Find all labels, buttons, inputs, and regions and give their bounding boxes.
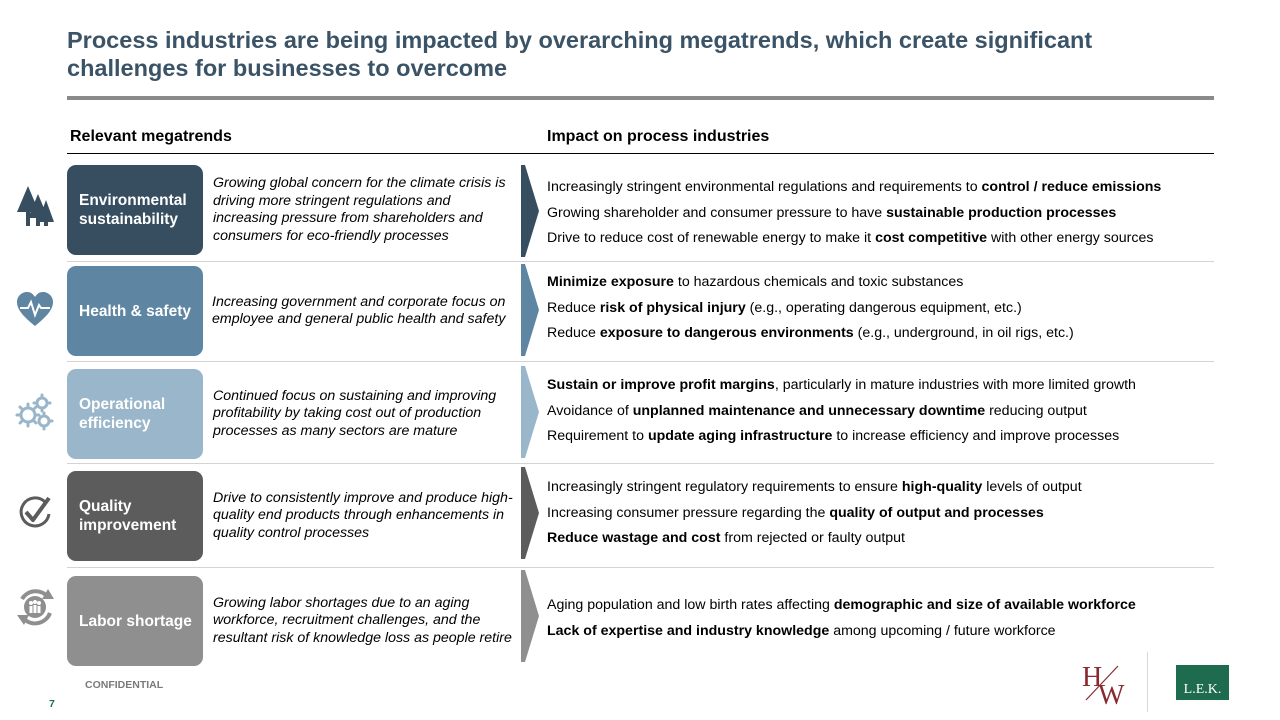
megatrend-label-box: Environmental sustainability [67,165,203,255]
megatrend-description: Continued focus on sustaining and improving profitability by taking cost out of production processes as many sectors are mature [213,387,497,439]
chevron-arrow [521,366,539,458]
impact-item: Aging population and low birth rates affecting demographic and size of available workforce [547,597,1136,613]
impact-list [547,479,1212,556]
chevron-arrow [521,570,539,662]
megatrend-label-box: Labor shortage [67,576,203,666]
lek-logo-text: L.E.K. [1183,682,1222,697]
workforce-cycle-icon [14,585,56,629]
row-divider [67,361,1214,362]
impact-item: Lack of expertise and industry knowledge among upcoming / future workforce [547,622,1056,639]
impact-item: Increasingly stringent environmental regulations and requirements to control / reduce emissions [547,179,1162,195]
impact-list [547,377,1212,454]
megatrend-description: Drive to consistently improve and produce high-quality end products through enhancements in quality control processes [213,489,513,541]
impact-item: Increasing consumer pressure regarding the quality of output and processes [547,504,1044,521]
heartbeat-icon [14,288,56,332]
megatrend-description: Growing global concern for the climate crisis is driving more stringent regulations and increasing pressure from shareholders and consumers for eco-friendly processes [213,175,506,244]
impact-item: Minimize exposure to hazardous chemicals and toxic substances [547,274,964,290]
logo-divider [1147,652,1148,712]
impact-item: Requirement to update aging infrastructure to increase efficiency and improve processes [547,428,1120,444]
page-title: Process industries are being impacted by overarching megatrends, which create significant challenges for businesses to overcome [67,27,1093,81]
row-divider [67,567,1214,568]
row-divider [67,261,1214,262]
title-divider [67,96,1214,100]
chevron-arrow [521,165,539,257]
impact-column-header: Impact on process industries [547,128,770,145]
impact-item: Reduce risk of physical injury (e.g., operating dangerous equipment, etc.) [547,299,1022,316]
page-number: 7 [49,698,55,710]
megatrends-column-header: Relevant megatrends [70,128,232,145]
svg-text:H: H [1082,662,1103,693]
header-divider [67,153,1214,154]
impact-item: Growing shareholder and consumer pressure to have sustainable production processes [547,204,1117,221]
confidential-label: CONFIDENTIAL [85,679,164,691]
row-divider [67,463,1214,464]
chevron-arrow [521,467,539,559]
gears-icon [14,391,56,435]
checkmark-circle-icon [14,492,56,536]
impact-item: Increasingly stringent regulatory requirements to ensure high-quality levels of output [547,479,1082,495]
megatrend-description: Growing labor shortages due to an aging workforce, recruitment challenges, and the resultant risk of knowledge loss as people retire [213,594,512,646]
impact-item: Reduce exposure to dangerous environments (e.g., underground, in oil rigs, etc.) [547,325,1074,341]
trees-icon [14,186,56,230]
impact-list [547,597,1212,648]
impact-list [547,274,1212,351]
svg-text:W: W [1098,680,1125,706]
impact-item: Sustain or improve profit margins, particularly in mature industries with more limited growth [547,377,1136,393]
megatrend-label-box: Health & safety [67,266,203,356]
megatrend-label-box: Operational efficiency [67,369,203,459]
chevron-arrow [521,264,539,356]
impact-item: Avoidance of unplanned maintenance and unnecessary downtime reducing output [547,402,1087,419]
hw-logo [1080,660,1128,706]
impact-item: Reduce wastage and cost from rejected or faulty output [547,530,905,546]
impact-item: Drive to reduce cost of renewable energy to make it cost competitive with other energy sources [547,230,1154,246]
lek-logo [1176,665,1229,700]
megatrend-label-box: Quality improvement [67,471,203,561]
impact-list [547,179,1212,256]
megatrend-description: Increasing government and corporate focus on employee and general public health and safety [212,293,506,327]
